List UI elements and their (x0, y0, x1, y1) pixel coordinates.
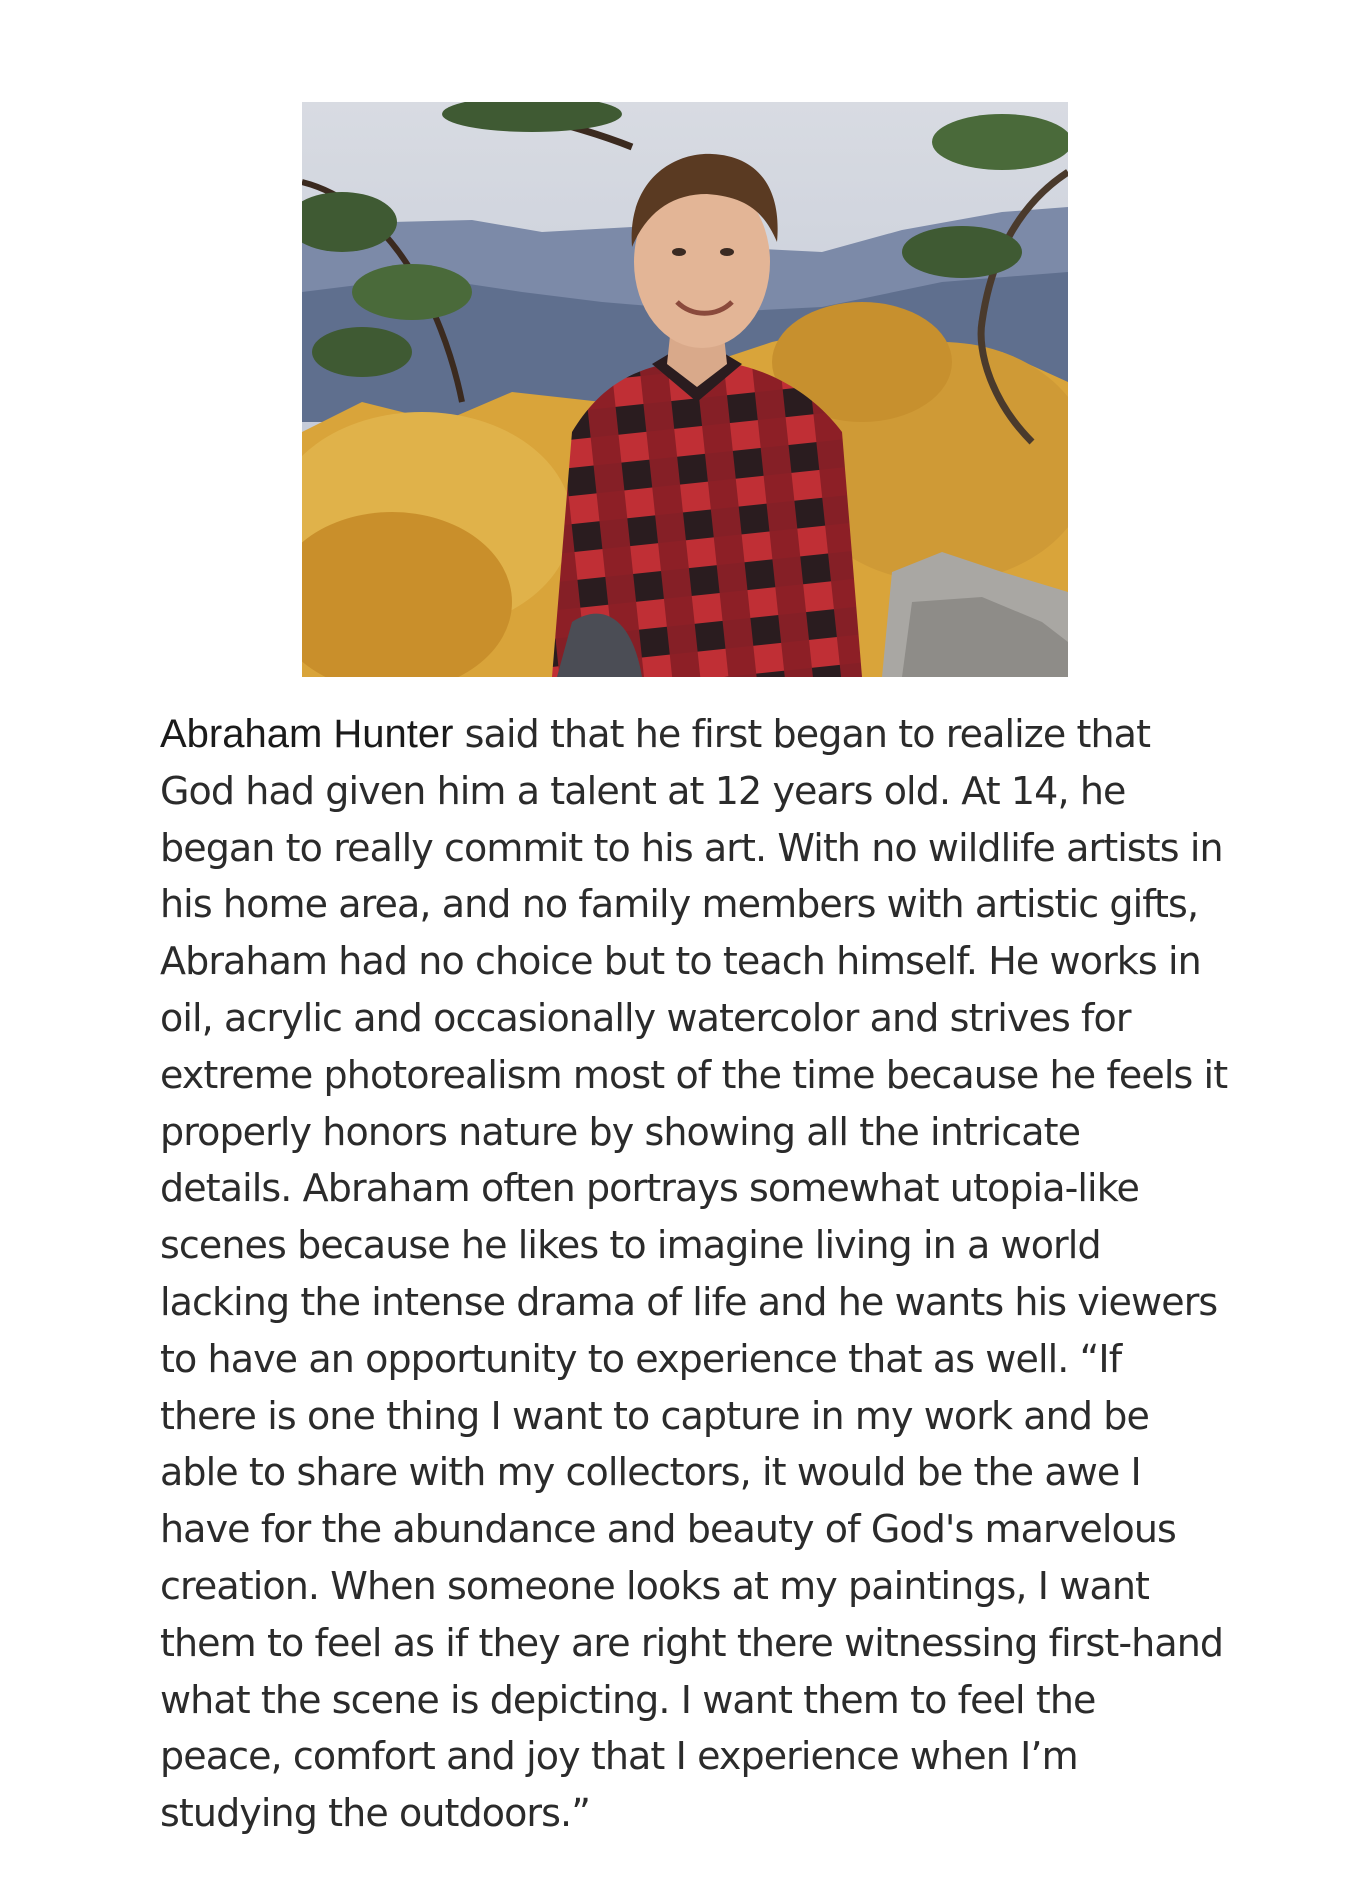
bio-line-7: extreme photorealism most of the time because he feels it (160, 1052, 1228, 1097)
bio-line-14: able to share with my collectors, it would be the awe I (160, 1450, 1141, 1495)
bio-line-12: to have an opportunity to experience that as well. “If (160, 1336, 1122, 1381)
bio-line-10: scenes because he likes to imagine living in a world (160, 1223, 1101, 1268)
bio-line-19: peace, comfort and joy that I experience when I’m (160, 1734, 1078, 1779)
bio-line-9: details. Abraham often portrays somewhat utopia-like (160, 1166, 1139, 1211)
bio-line-16: creation. When someone looks at my paintings, I want (160, 1563, 1150, 1608)
portrait-photo (302, 102, 1068, 677)
bio-line-11: lacking the intense drama of life and he wants his viewers (160, 1279, 1218, 1324)
bio-line-1-text: said that he first began to realize that (453, 712, 1151, 756)
bio-line-1 (160, 706, 1240, 763)
artist-name: Abraham Hunter (160, 712, 454, 756)
bio-line-15: have for the abundance and beauty of God's marvelous (160, 1507, 1176, 1552)
bio-line-13: there is one thing I want to capture in my work and be (160, 1393, 1149, 1438)
bio-line-6: oil, acrylic and occasionally watercolor and strives for (160, 995, 1131, 1040)
bio-line-20: studying the outdoors.” (160, 1791, 591, 1836)
bio-line-2: God had given him a talent at 12 years old. At 14, he (160, 768, 1126, 813)
bio-line-4: his home area, and no family members with artistic gifts, (160, 882, 1199, 927)
bio-line-18: what the scene is depicting. I want them to feel the (160, 1677, 1096, 1722)
bio-line-3: began to really commit to his art. With no wildlife artists in (160, 825, 1223, 870)
bio-line-5: Abraham had no choice but to teach himself. He works in (160, 939, 1201, 984)
bio-line-8: properly honors nature by showing all the intricate (160, 1109, 1081, 1154)
artist-bio (160, 706, 1240, 1842)
bio-line-17: them to feel as if they are right there witnessing first-hand (160, 1620, 1224, 1665)
